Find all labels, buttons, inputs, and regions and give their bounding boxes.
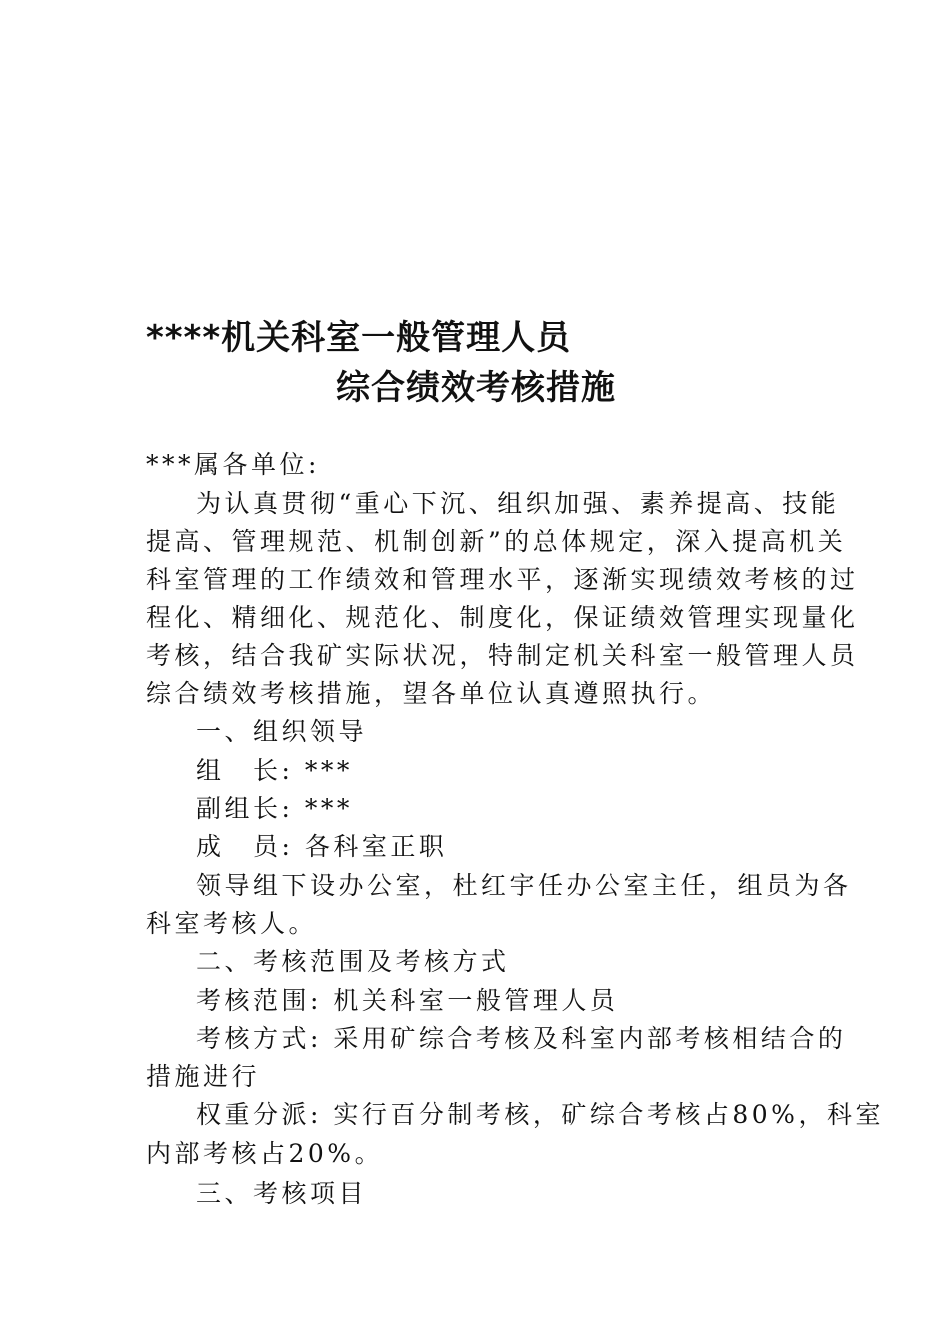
section2-heading: 二、考核范围及考核方式 bbox=[196, 947, 510, 976]
office-note-line-2: 科室考核人。 bbox=[146, 909, 318, 938]
intro-line-4: 程化、精细化、规范化、制度化，保证绩效管理实现量化 bbox=[146, 603, 859, 632]
intro-line-5: 考核，结合我矿实际状况，特制定机关科室一般管理人员 bbox=[146, 641, 859, 670]
weight-line-1: 权重分派: 实行百分制考核，矿综合考核占80%，科室 bbox=[196, 1100, 884, 1129]
document-title-line1: ****机关科室一般管理人员 bbox=[146, 318, 572, 358]
members-line: 成 员: 各科室正职 bbox=[196, 832, 448, 861]
office-note-line-1: 领导组下设办公室，杜红宇任办公室主任，组员为各 bbox=[196, 871, 852, 900]
addressee: ***属各单位: bbox=[146, 450, 320, 479]
deputy-leader-line: 副组长: *** bbox=[196, 794, 353, 823]
scope-line: 考核范围: 机关科室一般管理人员 bbox=[196, 986, 619, 1015]
method-line-2: 措施进行 bbox=[146, 1062, 261, 1091]
section3-heading: 三、考核项目 bbox=[196, 1179, 368, 1208]
intro-line-3: 科室管理的工作绩效和管理水平，逐渐实现绩效考核的过 bbox=[146, 565, 859, 594]
intro-line-6: 综合绩效考核措施，望各单位认真遵照执行。 bbox=[146, 679, 717, 708]
section1-heading: 一、组织领导 bbox=[196, 717, 368, 746]
weight-line-2: 内部考核占20%。 bbox=[146, 1139, 384, 1168]
intro-line-2: 提高、管理规范、机制创新”的总体规定，深入提高机关 bbox=[146, 527, 847, 556]
document-title-line2: 综合绩效考核措施 bbox=[336, 368, 616, 408]
method-line-1: 考核方式: 采用矿综合考核及科室内部考核相结合的 bbox=[196, 1024, 847, 1053]
intro-line-1: 为认真贯彻“重心下沉、组织加强、素养提高、技能 bbox=[196, 489, 840, 518]
leader-line: 组 长: *** bbox=[196, 756, 353, 785]
